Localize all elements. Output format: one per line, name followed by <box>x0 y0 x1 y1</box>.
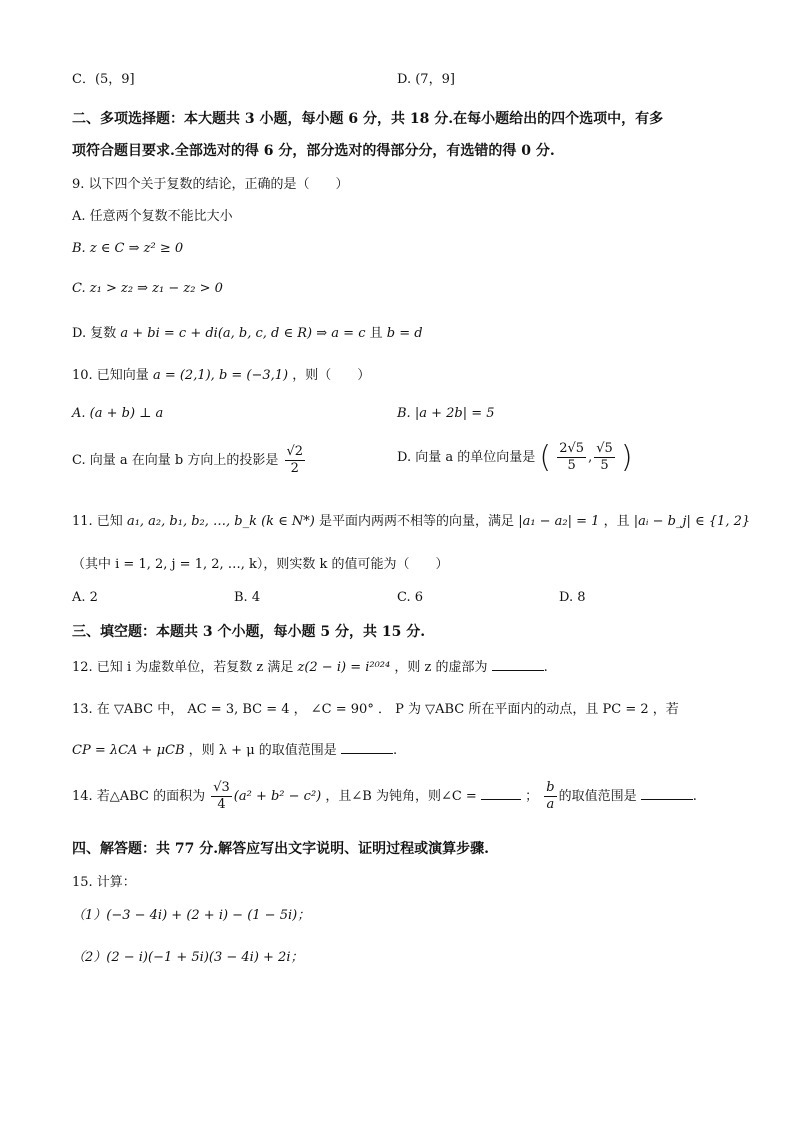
q10-c-text: C. 向量 a 在向量 b 方向上的投影是 <box>72 453 279 468</box>
q9-d-expr: a + bi = c + di(a, b, c, d ∈ R) ⇒ a = c <box>120 326 366 341</box>
q9-option-a: A. 任意两个复数不能比大小 <box>72 209 233 224</box>
q10-option-a: A. (a + b) ⊥ a <box>72 406 164 421</box>
q10-stem-suffix: ，则（ ） <box>292 368 371 383</box>
comma: , <box>588 450 593 465</box>
q12: 12. 已知 i 为虚数单位，若复数 z 满足 z(2 − i) = i²⁰²⁴ ，则 z 的虚部为 . <box>72 660 548 675</box>
q15-part-2: （2）(2 − i)(−1 + 5i)(3 − 4i) + 2i； <box>72 950 304 965</box>
q10-d-fraction-1 <box>557 441 586 474</box>
q9-d-end: b = d <box>386 326 423 341</box>
q12-suffix: ，则 z 的虚部为 <box>394 660 488 675</box>
q9-option-b: B. z ∈ C ⇒ z² ≥ 0 <box>72 241 184 256</box>
q14-ratio-den: a <box>546 797 555 812</box>
q11-vectors: a₁, a₂, b₁, b₂, …, b_k (k ∈ N*) <box>126 514 315 529</box>
q14-mid: ，且∠B 为钝角，则∠C = <box>325 789 477 804</box>
q9-stem: 9. 以下四个关于复数的结论，正确的是（ ） <box>72 177 349 192</box>
q11-option-d: D. 8 <box>559 590 586 605</box>
section-3-heading: 三、填空题：本题共 3 个小题，每小题 5 分，共 15 分. <box>72 624 426 640</box>
q14-sep: ； <box>525 789 539 804</box>
q12-expr: z(2 − i) = i²⁰²⁴ <box>297 660 391 675</box>
q10-d-text: D. 向量 a 的单位向量是 <box>397 450 536 465</box>
q10-c-denominator: 2 <box>290 461 299 476</box>
q11-line1 <box>72 510 750 529</box>
q9-d-prefix: D. 复数 <box>72 326 117 341</box>
q13-line1: 13. 在 ▽ABC 中， AC = 3, BC = 4 ， ∠C = 90° ． P 为 ▽ABC 所在平面内的动点，且 PC = 2 ，若 <box>72 702 679 717</box>
q14-ratio-num: b <box>546 780 555 795</box>
q9-option-c: C. z₁ > z₂ ⇒ z₁ − z₂ > 0 <box>72 281 223 296</box>
q10-option-b: B. |a + 2b| = 5 <box>397 406 495 421</box>
q9-d-and: 且 <box>369 326 383 341</box>
q10-d-den2: 5 <box>600 458 609 473</box>
q10-c-numerator: √2 <box>286 444 304 459</box>
q9-option-d <box>72 322 423 341</box>
q10-stem-expr: a = (2,1), b = (−3,1) <box>152 368 289 383</box>
q14-range-blank[interactable] <box>641 787 693 800</box>
q14-numerator: √3 <box>213 780 230 795</box>
q10-c-fraction <box>285 444 306 477</box>
q11-cond1: |a₁ − a₂| = 1 <box>518 514 600 529</box>
q15-stem: 15. 计算： <box>72 875 136 890</box>
q13-suffix: ，则 λ + μ 的取值范围是 <box>188 743 337 758</box>
section-2-heading-line1: 二、多项选择题：本大题共 3 小题，每小题 6 分，共 18 分.在每小题给出的四个选项中，有多 <box>72 111 664 127</box>
q13-expr: CP = λCA + μCB <box>72 743 185 758</box>
q12-prefix: 12. 已知 i 为虚数单位，若复数 z 满足 <box>72 660 294 675</box>
q10-d-num2: √5 <box>596 441 613 456</box>
q14-angle-blank[interactable] <box>481 787 521 800</box>
q14-denominator: 4 <box>217 797 226 812</box>
q11-and: ，且 <box>603 514 630 529</box>
q14-prefix: 14. 若△ABC 的面积为 <box>72 789 206 804</box>
q11-prefix: 11. 已知 <box>72 514 123 529</box>
q11-mid: 是平面内两两不相等的向量，满足 <box>319 514 515 529</box>
q11-line2: （其中 i = 1, 2, j = 1, 2, …, k），则实数 k 的值可能为（ ） <box>72 557 449 572</box>
q14-fraction <box>211 780 232 813</box>
q14-ratio <box>544 780 556 813</box>
q11-option-a: A. 2 <box>72 590 98 605</box>
right-paren: ) <box>620 440 633 475</box>
q10-d-den1: 5 <box>567 458 576 473</box>
section-2-heading-line2: 项符合题目要求.全部选对的得 6 分，部分选对的得部分分，有选错的得 0 分. <box>72 143 555 159</box>
q15-part-1: （1）(−3 − 4i) + (2 + i) − (1 − 5i)； <box>72 908 311 923</box>
q14: 14. 若△ABC 的面积为 $\frac{√3}{4}$ (a² + b² − c²) ，且∠B 为钝角，则∠C = ； $\frac{b}{a}$ 的取值范围是 . <box>72 780 697 812</box>
q11-option-c: C. 6 <box>397 590 424 605</box>
q10-d-fraction-2 <box>594 441 615 474</box>
q11-cond2: |aᵢ − b_j| ∈ {1, 2} <box>633 514 751 529</box>
q10-option-c <box>72 444 307 477</box>
q10-stem <box>72 364 370 383</box>
q13-answer-blank[interactable] <box>341 741 393 754</box>
q12-answer-blank[interactable] <box>492 658 544 671</box>
q13-line2: CP = λCA + μCB ，则 λ + μ 的取值范围是 . <box>72 743 398 758</box>
section-4-heading: 四、解答题：共 77 分.解答应写出文字说明、证明过程或演算步骤. <box>72 841 489 857</box>
q10-stem-prefix: 10. 已知向量 <box>72 368 149 383</box>
q14-suffix: 的取值范围是 <box>558 789 637 804</box>
q14-expr: (a² + b² − c²) <box>233 789 322 804</box>
q10-option-d <box>397 440 633 475</box>
q10-d-num1: 2√5 <box>559 441 585 456</box>
q11-option-b: B. 4 <box>234 590 261 605</box>
left-paren: ( <box>539 440 552 475</box>
option-c-prev: C．(5，9] <box>72 72 135 87</box>
option-d-prev: D. (7，9] <box>397 72 455 87</box>
